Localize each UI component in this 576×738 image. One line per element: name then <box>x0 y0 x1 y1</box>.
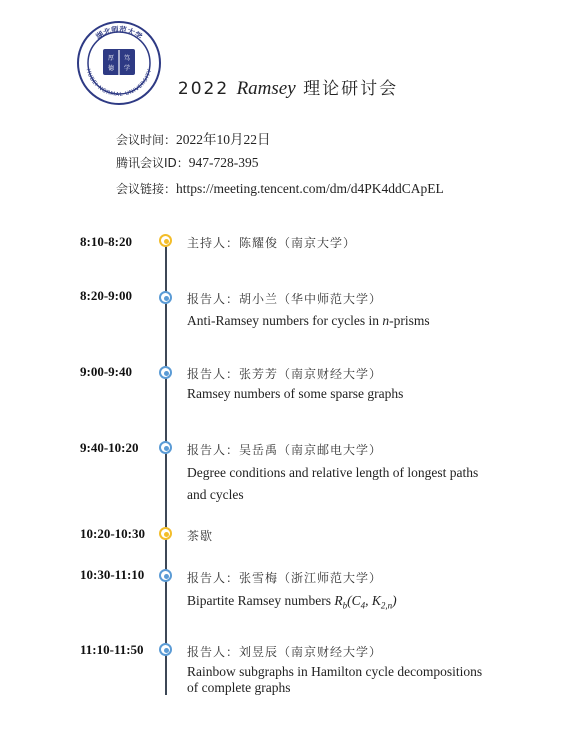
schedule-speaker: 报告人：张雪梅（浙江师范大学） <box>187 571 383 585</box>
schedule-time: 11:10-11:50 <box>80 642 144 657</box>
schedule-speaker: 报告人：胡小兰（华中师范大学） <box>187 292 383 306</box>
schedule-host: 主持人：陈耀俊（南京大学） <box>187 236 357 250</box>
timeline-dot <box>159 527 172 540</box>
logo-bottom-text: HUBEI NORMAL UNIVERSITY <box>84 68 154 99</box>
schedule-time: 8:20-9:00 <box>80 288 132 303</box>
timeline-dot <box>159 643 172 656</box>
timeline-dot <box>159 366 172 379</box>
talk-math: $R_b(C_4$, $K_{2,n}$) <box>334 593 397 611</box>
schedule-speaker: 报告人：刘昱辰（南京财经大学） <box>187 645 383 659</box>
schedule-time: 9:00-9:40 <box>80 364 132 379</box>
schedule-speaker: 报告人：吴岳禹（南京邮电大学） <box>187 443 383 457</box>
title-suffix: 理论研讨会 <box>303 79 399 99</box>
svg-text:笃: 笃 <box>123 55 131 62</box>
svg-text:厚: 厚 <box>107 55 115 62</box>
timeline-dot <box>159 569 172 582</box>
talk-title: Rainbow subgraphs in Hamilton cycle decompositions of complete graphs <box>187 664 483 695</box>
schedule-time: 10:20-10:30 <box>80 526 145 541</box>
svg-text:德: 德 <box>107 65 115 72</box>
page-title <box>0 74 576 100</box>
timeline-dot <box>159 291 172 304</box>
meeting-link: 会议链接：https://meeting.tencent.com/dm/d4PK4ddCApEL <box>116 181 444 196</box>
meeting-link-url[interactable]: https://meeting.tencent.com/dm/d4PK4ddCApEL <box>176 181 444 196</box>
talk-title: Ramsey numbers of some sparse graphs <box>187 386 404 401</box>
title-year: 2022 <box>177 79 230 99</box>
schedule-speaker: 报告人：张芳芳（南京财经大学） <box>187 367 383 381</box>
title-name: Ramsey <box>236 78 296 99</box>
talk-title: Anti-Ramsey numbers for cycles in n-prisms <box>187 313 430 328</box>
logo-top-text: 湖北师范大学 <box>94 24 144 42</box>
schedule-time: 10:30-11:10 <box>80 567 145 582</box>
svg-text:学: 学 <box>123 65 131 72</box>
timeline-line <box>165 241 167 695</box>
schedule-break: 茶歇 <box>187 529 214 543</box>
schedule-time: 8:10-8:20 <box>80 234 132 249</box>
meeting-time: 会议时间：2022年10月22日 <box>116 132 271 147</box>
schedule-time: 9:40-10:20 <box>80 440 139 455</box>
talk-title: Bipartite Ramsey numbers $R_b(C_4$, $K_{2,n}$) <box>187 593 397 611</box>
meeting-id: 腾讯会议ID：947-728-395 <box>116 155 259 170</box>
talk-title: Degree conditions and relative length of longest paths and cycles <box>187 465 479 502</box>
timeline-dot <box>159 441 172 454</box>
timeline-dot <box>159 234 172 247</box>
